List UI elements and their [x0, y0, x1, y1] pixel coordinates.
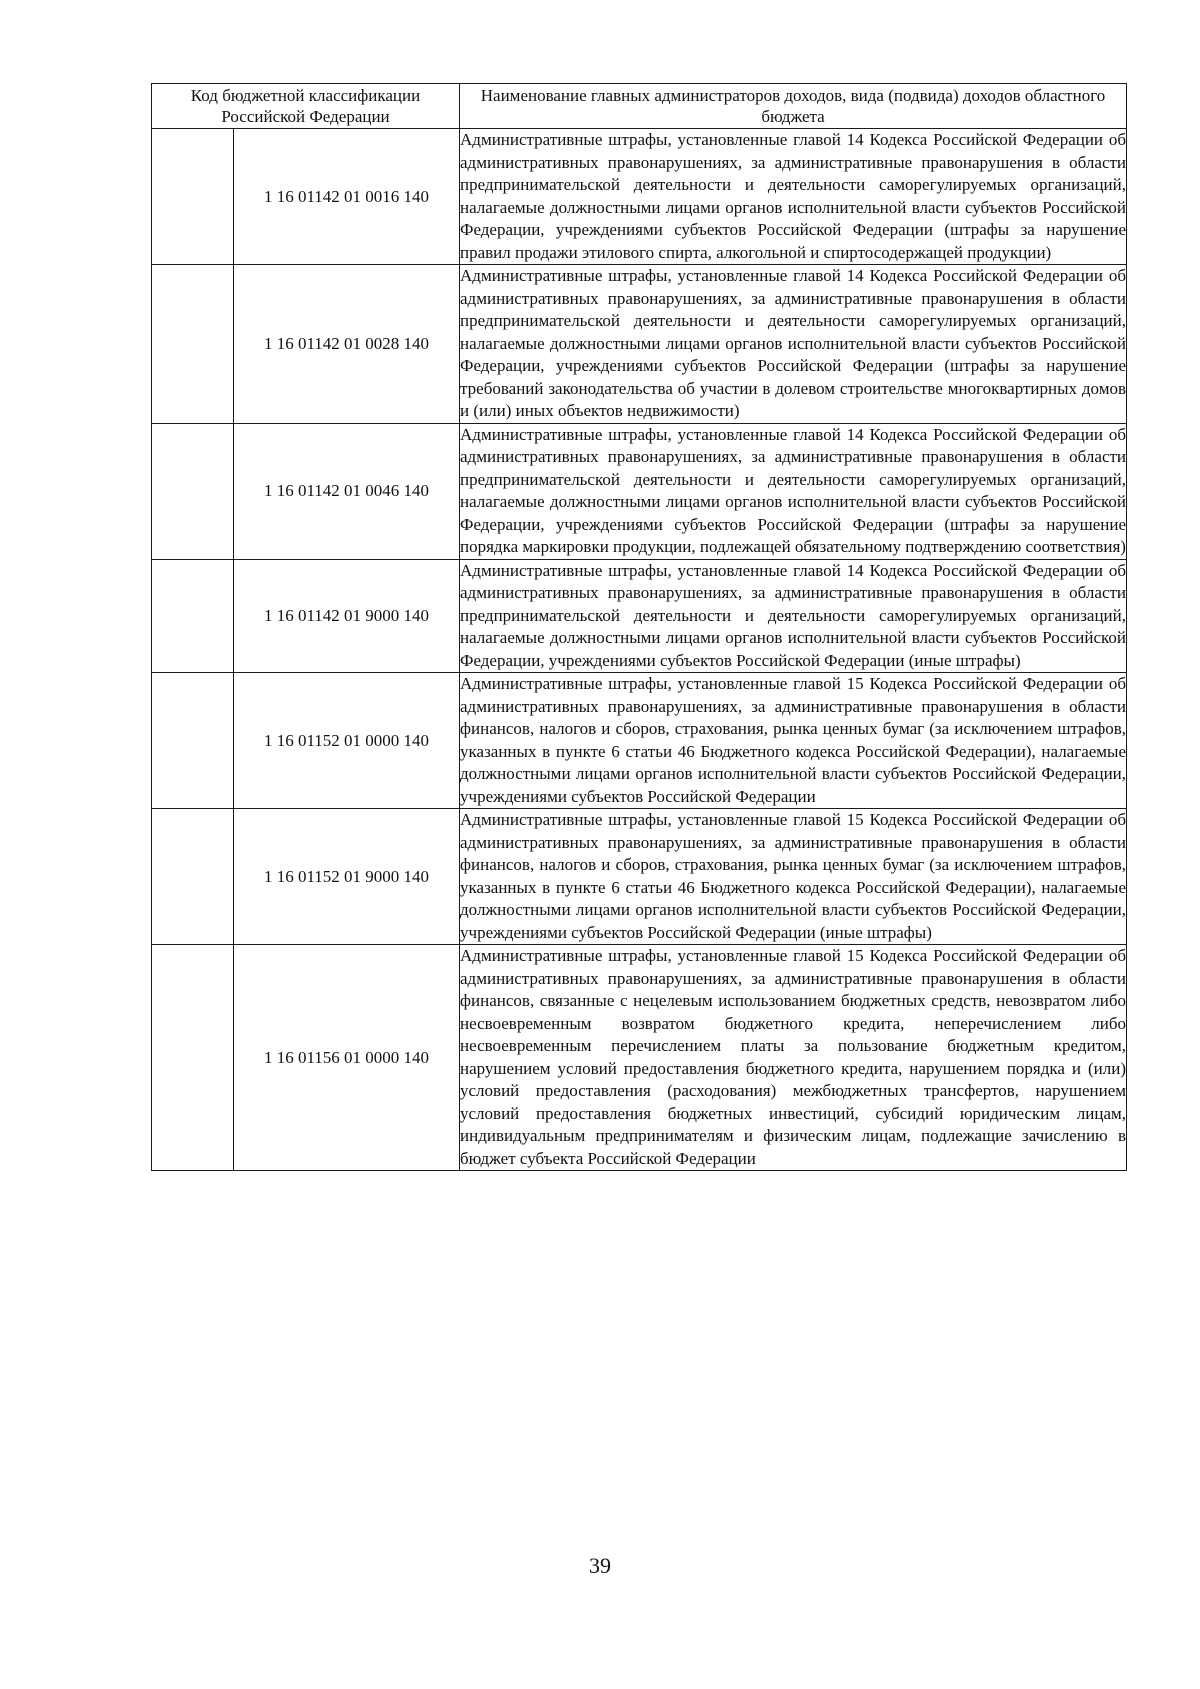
- header-code-column: Код бюджетной классификации Российской Федерации: [152, 84, 460, 129]
- budget-classification-table: [151, 83, 1127, 1171]
- admin-code-cell: [152, 945, 234, 1171]
- revenue-description-cell: Административные штрафы, установленные главой 14 Кодекса Российской Федерации об административных правонарушениях, за административные правонарушения в области предпринимательской деятельности и деятельности саморегулируемых организаций, налагаемые должностными лицами органов исполнительной власти субъектов Российской Федерации, учреждениями субъектов Российской Федерации (штрафы за нарушение правил продажи этилового спирта, алкогольной и спиртосодержащей продукции): [460, 129, 1127, 265]
- classification-code-cell: 1 16 01152 01 0000 140: [234, 673, 460, 809]
- table-row: [152, 129, 1127, 265]
- classification-code-cell: 1 16 01156 01 0000 140: [234, 945, 460, 1171]
- revenue-description-cell: Административные штрафы, установленные главой 14 Кодекса Российской Федерации об административных правонарушениях, за административные правонарушения в области предпринимательской деятельности и деятельности саморегулируемых организаций, налагаемые должностными лицами органов исполнительной власти субъектов Российской Федерации, учреждениями субъектов Российской Федерации (иные штрафы): [460, 559, 1127, 673]
- admin-code-cell: [152, 423, 234, 559]
- table-row: [152, 945, 1127, 1171]
- classification-code-cell: 1 16 01142 01 0028 140: [234, 265, 460, 424]
- classification-code-cell: 1 16 01142 01 0046 140: [234, 423, 460, 559]
- table-row: [152, 559, 1127, 673]
- table-row: [152, 423, 1127, 559]
- admin-code-cell: [152, 673, 234, 809]
- classification-code-cell: 1 16 01152 01 9000 140: [234, 809, 460, 945]
- classification-code-cell: 1 16 01142 01 0016 140: [234, 129, 460, 265]
- table-row: [152, 673, 1127, 809]
- revenue-description-cell: Административные штрафы, установленные главой 15 Кодекса Российской Федерации об административных правонарушениях, за административные правонарушения в области финансов, связанные с нецелевым использованием бюджетных средств, невозвратом либо несвоевременным возвратом бюджетного кредита, неперечислением либо несвоевременным перечислением платы за пользование бюджетным кредитом, нарушением условий предоставления бюджетного кредита, нарушением порядка и (или) условий предоставления (расходования) межбюджетных трансфертов, нарушением условий предоставления бюджетных инвестиций, субсидий юридическим лицам, индивидуальным предпринимателям и физическим лицам, подлежащие зачислению в бюджет субъекта Российской Федерации: [460, 945, 1127, 1171]
- revenue-description-cell: Административные штрафы, установленные главой 14 Кодекса Российской Федерации об административных правонарушениях, за административные правонарушения в области предпринимательской деятельности и деятельности саморегулируемых организаций, налагаемые должностными лицами органов исполнительной власти субъектов Российской Федерации, учреждениями субъектов Российской Федерации (штрафы за нарушение требований законодательства об участии в долевом строительстве многоквартирных домов и (или) иных объектов недвижимости): [460, 265, 1127, 424]
- admin-code-cell: [152, 809, 234, 945]
- admin-code-cell: [152, 265, 234, 424]
- revenue-description-cell: Административные штрафы, установленные главой 15 Кодекса Российской Федерации об административных правонарушениях, за административные правонарушения в области финансов, налогов и сборов, страхования, рынка ценных бумаг (за исключением штрафов, указанных в пункте 6 статьи 46 Бюджетного кодекса Российской Федерации), налагаемые должностными лицами органов исполнительной власти субъектов Российской Федерации, учреждениями субъектов Российской Федерации: [460, 673, 1127, 809]
- table-header-row: [152, 84, 1127, 129]
- table-row: [152, 265, 1127, 424]
- admin-code-cell: [152, 559, 234, 673]
- classification-code-cell: 1 16 01142 01 9000 140: [234, 559, 460, 673]
- revenue-description-cell: Административные штрафы, установленные главой 14 Кодекса Российской Федерации об административных правонарушениях, за административные правонарушения в области предпринимательской деятельности и деятельности саморегулируемых организаций, налагаемые должностными лицами органов исполнительной власти субъектов Российской Федерации, учреждениями субъектов Российской Федерации (штрафы за нарушение порядка маркировки продукции, подлежащей обязательному подтверждению соответствия): [460, 423, 1127, 559]
- page-number: 39: [589, 1553, 611, 1578]
- revenue-description-cell: Административные штрафы, установленные главой 15 Кодекса Российской Федерации об административных правонарушениях, за административные правонарушения в области финансов, налогов и сборов, страхования, рынка ценных бумаг (за исключением штрафов, указанных в пункте 6 статьи 46 Бюджетного кодекса Российской Федерации), налагаемые должностными лицами органов исполнительной власти субъектов Российской Федерации, учреждениями субъектов Российской Федерации (иные штрафы): [460, 809, 1127, 945]
- table-row: [152, 809, 1127, 945]
- admin-code-cell: [152, 129, 234, 265]
- header-name-column: Наименование главных администраторов доходов, вида (подвида) доходов областного бюджета: [460, 84, 1127, 129]
